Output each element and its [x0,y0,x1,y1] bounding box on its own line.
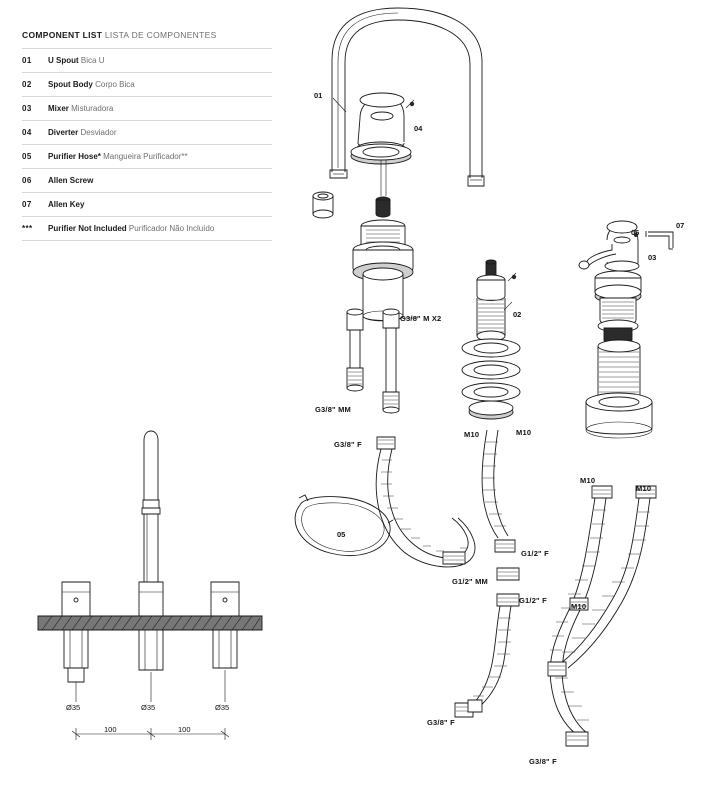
diverter-part [313,93,414,218]
callout-04: 04 [414,124,423,133]
dimension-span-a: 100 [104,725,117,734]
mixer-cartridge-part [462,260,520,419]
label-m10-d: M10 [636,484,652,493]
callout-03: 03 [648,253,657,262]
label-g12-mm: G1/2" MM [452,577,488,586]
dimension-hole-c: Ø35 [215,703,230,712]
label-m10-b: M10 [516,428,532,437]
row-number: 02 [22,80,32,89]
label-g38-m-x2: G3/8" M X2 [400,314,442,323]
flexible-hoses-center [376,430,519,717]
callout-05: 05 [337,530,346,539]
callout-01: 01 [314,91,323,100]
row-name-pt: Corpo Bica [95,80,135,89]
callout-06-right: 06 [631,228,640,237]
label-g12-f-a: G1/2" F [521,549,549,558]
row-name-pt: Desviador [80,128,117,137]
row-number: 01 [22,56,32,65]
row-number: 04 [22,128,32,137]
row-name-en: Mixer [48,104,69,113]
component-list-title-bold: COMPONENT LIST [22,30,103,40]
dimension-hole-a: Ø35 [66,703,81,712]
label-g38-f-bottom-left: G3/8" F [427,718,455,727]
dimension-hole-b: Ø35 [141,703,156,712]
callout-07: 07 [676,221,685,230]
row-name-pt: Purificador Não Incluído [128,224,215,233]
row-name-en: Purifier Not Included [48,224,127,233]
row-number: 07 [22,200,32,209]
dimension-span-b: 100 [178,725,191,734]
row-name-pt: Bica U [80,56,105,65]
label-g38-f-bottom-right: G3/8" F [529,757,557,766]
row-name-en: Purifier Hose* [48,152,101,161]
row-number: *** [22,217,48,241]
component-list-title-light: LISTA DE COMPONENTES [104,30,217,40]
mixer-assembly-part [579,221,652,438]
label-g12-f-b: G1/2" F [519,596,547,605]
row-name-pt: Misturadora [71,104,114,113]
row-name-en: U Spout [48,56,79,65]
row-name-en: Diverter [48,128,79,137]
riser-tubes-left [347,309,418,413]
row-number: 03 [22,104,32,113]
row-name-en: Allen Key [48,200,85,209]
label-m10-a: M10 [464,430,480,439]
row-name-en: Allen Screw [48,176,94,185]
row-name-en: Spout Body [48,80,93,89]
label-g38-f-left: G3/8" F [334,440,362,449]
callout-02: 02 [513,310,522,319]
row-name-pt: Mangueira Purificador** [103,152,188,161]
row-number: 06 [22,176,32,185]
allen-screw-and-key [634,231,673,249]
label-m10-c: M10 [580,476,596,485]
installed-view [38,431,262,740]
label-g38-mm: G3/8" MM [315,405,351,414]
row-number: 05 [22,152,32,161]
flexible-hoses-right [548,486,656,746]
label-m10-e: M10 [571,602,587,611]
